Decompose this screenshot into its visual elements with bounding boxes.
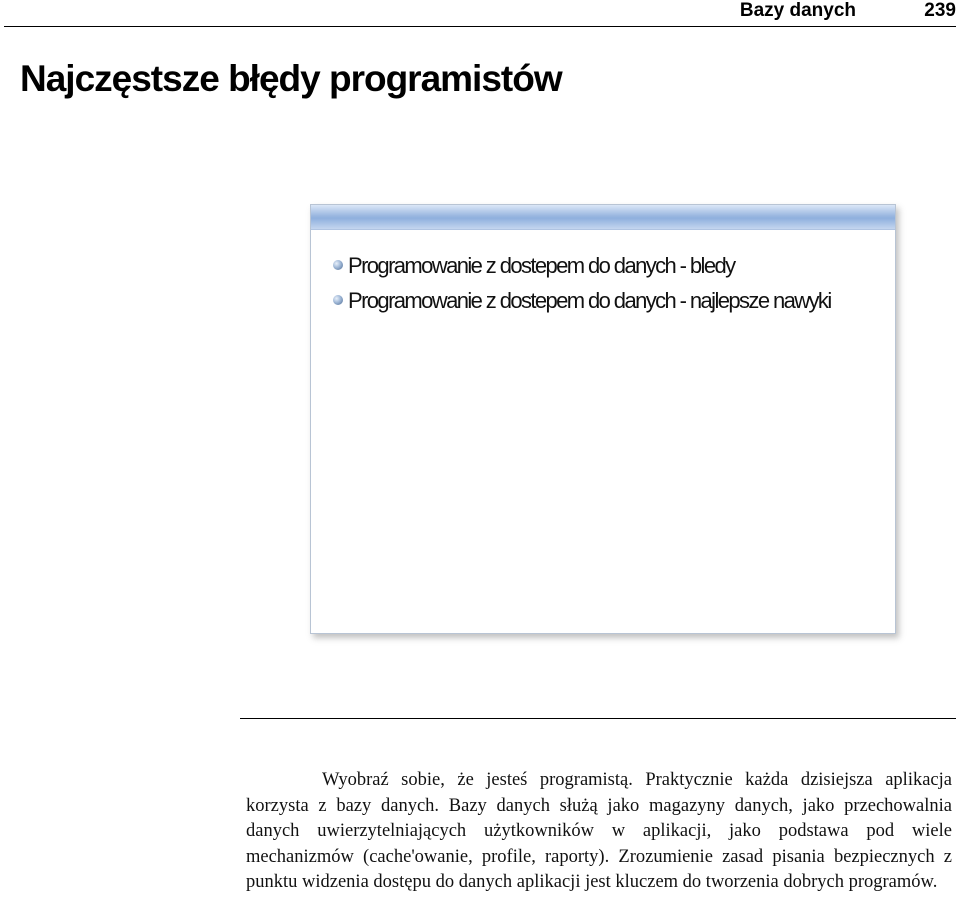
slide-bullet-text: Programowanie z dostepem do danych - bledy <box>348 253 735 278</box>
page-title: Najczęstsze błędy programistów <box>20 58 562 99</box>
running-header <box>4 0 956 27</box>
slide-bullet-item <box>333 251 855 280</box>
header-section-title: Bazy danych <box>739 0 856 21</box>
slide-bullet-text: Programowanie z dostepem do danych - najlepsze nawyki <box>348 288 831 313</box>
slide-bullet-item <box>333 286 855 315</box>
bullet-icon <box>333 295 343 305</box>
slide-thumbnail <box>310 204 896 634</box>
bullet-icon <box>333 260 343 270</box>
slide-title-bar <box>311 205 895 230</box>
slide-bullet-list <box>333 251 855 321</box>
notes-divider <box>240 718 956 719</box>
body-paragraph: Wyobraź sobie, że jesteś programistą. Praktycznie każda dzisiejsza aplikacja korzysta z bazy danych. Bazy danych służą jako magazyny danych, jako przechowalnia danych uwierzytelniających użytkowników w aplikacji, jako podstawa pod wiele mechanizmów (cache'owanie, profile, raporty). Zrozumienie zasad pisania bezpiecznych z punktu widzenia dostępu do danych aplikacji jest kluczem do tworzenia dobrych programów. <box>246 770 952 892</box>
header-page-number: 239 <box>924 0 956 21</box>
